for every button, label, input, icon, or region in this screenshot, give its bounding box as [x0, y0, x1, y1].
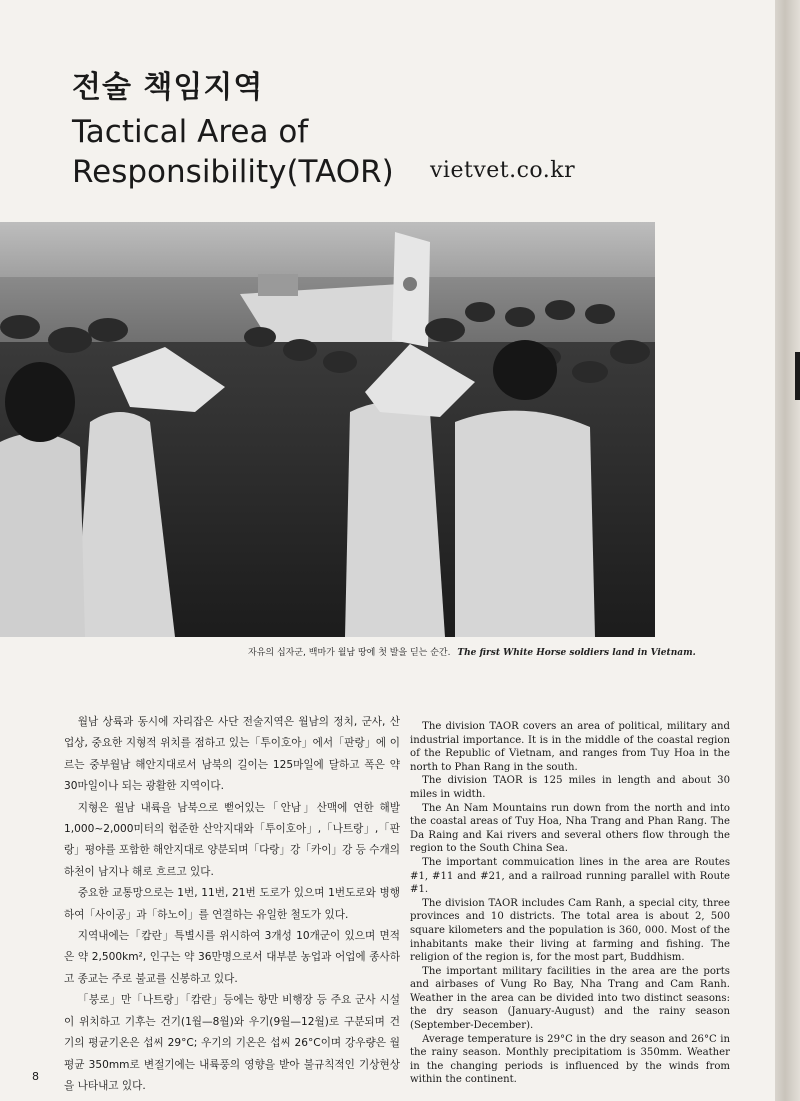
korean-paragraph: 월남 상륙과 동시에 자리잡은 사단 전술지역은 월남의 정치, 군사, 산업상, 중요한 지형적 위치를 점하고 있는「투이호아」에서「판랑」에 이르는 중부월남 해안지대로서 남북의 길이는 125마일에 달하고 폭은 약 30마일이나 되는 광활한 지역이다. — [64, 716, 400, 793]
page-edge — [775, 0, 800, 1101]
photo-caption-korean: 자유의 십자군, 백마가 월남 땅에 첫 발을 딛는 순간. — [248, 648, 451, 658]
english-paragraph: Average temperature is 29°C in the dry season and 26°C in the rainy season. Monthly precipitatiom is 350mm. Weather in the changing periods is influenced by the winds from within the continent. — [410, 1033, 730, 1086]
english-paragraph: The division TAOR is 125 miles in length and about 30 miles in width. — [410, 775, 730, 800]
body-english-column — [410, 720, 730, 1087]
page-number: 8 — [32, 1070, 39, 1083]
korean-paragraph: 지역내에는「캄란」특별시를 위시하여 3개성 10개군이 있으며 면적은 약 2,500km², 인구는 약 36만명으로서 대부분 농업과 어업에 종사하고 종교는 주로 불교를 신봉하고 있다. — [64, 930, 400, 985]
korean-paragraph: 중요한 교통망으로는 1번, 11번, 21번 도로가 있으며 1번도로와 병행하여「사이공」과「하노이」를 연결하는 유일한 철도가 있다. — [64, 887, 400, 921]
website-watermark: vietvet.co.kr — [430, 158, 576, 183]
edge-tab-marker — [795, 352, 800, 400]
english-paragraph: The important commuication lines in the area are Routes #1, #11 and #21, and a railroad running parallel with Route #1. — [410, 856, 730, 896]
body-korean-column — [64, 712, 400, 1097]
photo-caption-english: The first White Horse soldiers land in Vietnam. — [457, 648, 696, 658]
photo-caption — [248, 645, 708, 658]
korean-paragraph: 「붕로」만「나트랑」「캄란」등에는 항만 비행장 등 주요 군사 시설이 위치하고 기후는 건기(1월—8월)와 우기(9월—12월)로 구분되며 건기의 평균기온은 섭씨 29°C; 우기의 기온은 섭씨 26°C이며 강우량은 월평균 350mm로 변절기에는 내륙풍의 영향을 받아 불규칙적인 기상현상을 나타내고 있다. — [64, 994, 400, 1092]
english-paragraph: The An Nam Mountains run down from the north and into the coastal areas of Tuy Hoa, Nha Trang and Phan Rang. The Da Raing and Kai rivers and several others flow through the region to the South China Sea. — [410, 802, 730, 855]
title-english: Tactical Area of Responsibility(TAOR) — [72, 114, 394, 190]
english-paragraph: The division TAOR covers an area of political, military and industrial importance. It is in the middle of the coastal region of the Republic of Vietnam, and ranges from Tuy Hoa in the north to Phan Rang in the south. — [410, 721, 730, 773]
english-paragraph: The important military facilities in the area are the ports and airbases of Vung Ro Bay, Nha Trang and Cam Ranh. Weather in the area can be divided into two distinct seasons: the dry season (January-August) and the rainy season (September-December). — [410, 965, 730, 1032]
landing-photo — [0, 222, 655, 637]
korean-paragraph: 지형은 월남 내륙을 남북으로 뻗어있는「안남」산맥에 연한 해발 1,000~2,000미터의 험준한 산악지대와「투이호아」,「나트랑」,「판랑」평야를 포함한 해안지대로 양분되며「다랑」강「카이」강 등 수개의 하천이 남지나 해로 흐르고 있다. — [64, 801, 400, 878]
title-korean: 전술 책임지역 — [72, 70, 264, 105]
english-paragraph: The division TAOR includes Cam Ranh, a special city, three provinces and 10 districts. The total area is about 2, 500 square kilometers and the population is 360, 000. Most of the inhabitants make their living at farming and fishing. The religion of the region is, for the most part, Buddhism. — [410, 897, 730, 964]
